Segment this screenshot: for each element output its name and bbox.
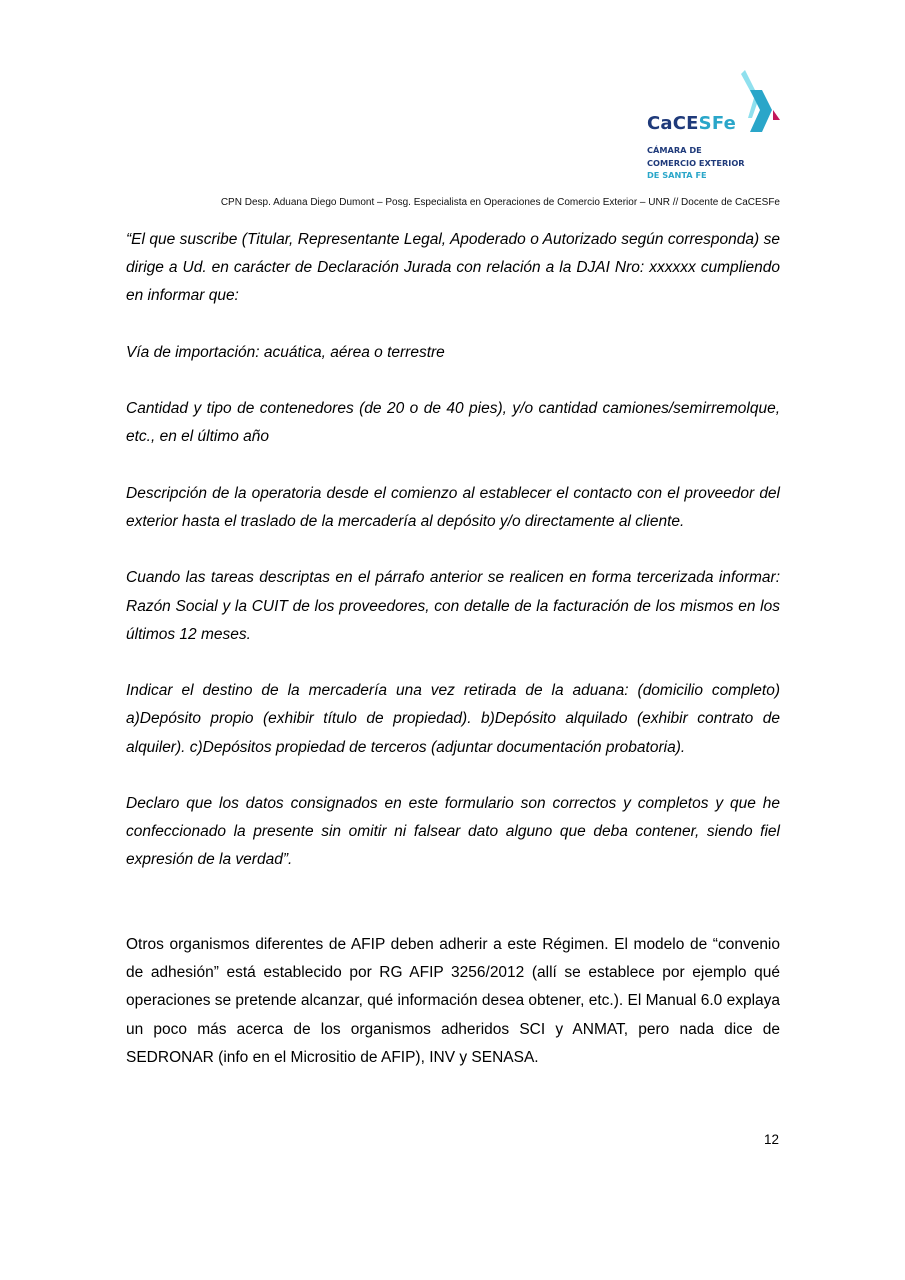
paragraph-sworn-statement: Declaro que los datos consignados en este formulario son correctos y completos y que he confeccionado la presente sin omitir ni falsear dato alguno que deba contener, siendo fiel expresión de la verdad”.: [126, 794, 780, 869]
page-header: CPN Desp. Aduana Diego Dumont – Posg. Especialista en Operaciones de Comercio Exterior – UNR // Docente de CaCESFe: [220, 197, 780, 208]
paragraph-containers: Cantidad y tipo de contenedores (de 20 o de 40 pies), y/o cantidad camiones/semirremolque, etc., en el último año: [126, 400, 780, 446]
document-body: [126, 226, 780, 1072]
chevron-logo-icon: [740, 68, 782, 136]
logo-subtitle: CÁMARA DE COMERCIO EXTERIOR DE SANTA FE: [647, 145, 745, 180]
paragraph-outsourced-tasks: Cuando las tareas descriptas en el párrafo anterior se realicen en forma tercerizada informar: Razón Social y la CUIT de los proveedores, con detalle de la facturación de los mismos en los últimos 12 meses.: [126, 569, 780, 643]
page-number: 12: [763, 1132, 779, 1147]
cacesfe-logo: [645, 68, 785, 188]
logo-wordmark: CaCESFe: [647, 113, 737, 134]
paragraph-goods-destination: Indicar el destino de la mercadería una vez retirada de la aduana: (domicilio completo) a)Depósito propio (exhibir título de propiedad). b)Depósito alquilado (exhibir contrato de alquiler). c)Depósitos propiedad de terceros (adjuntar documentación probatoria).: [126, 682, 780, 756]
paragraph-declaration-intro: “El que suscribe (Titular, Representante Legal, Apoderado o Autorizado según corresponda) se dirige a Ud. en carácter de Declaración Jurada con relación a la DJAI Nro: xxxxxx cumpliendo en informar que:: [126, 231, 780, 305]
paragraph-other-agencies: Otros organismos diferentes de AFIP deben adherir a este Régimen. El modelo de “convenio de adhesión” está establecido por RG AFIP 3256/2012 (allí se establece por ejemplo qué operaciones se pretende alcanzar, qué información desea obtener, etc.). El Manual 6.0 explaya un poco más acerca de los organismos adheridos SCI y ANMAT, pero nada dice de SEDRONAR (info en el Micrositio de AFIP), INV y SENASA.: [126, 935, 780, 1066]
paragraph-operation-description: Descripción de la operatoria desde el comienzo al establecer el contacto con el proveedor del exterior hasta el traslado de la mercadería al depósito y/o directamente al cliente.: [126, 484, 780, 530]
paragraph-import-route: Vía de importación: acuática, aérea o terrestre: [126, 343, 445, 361]
